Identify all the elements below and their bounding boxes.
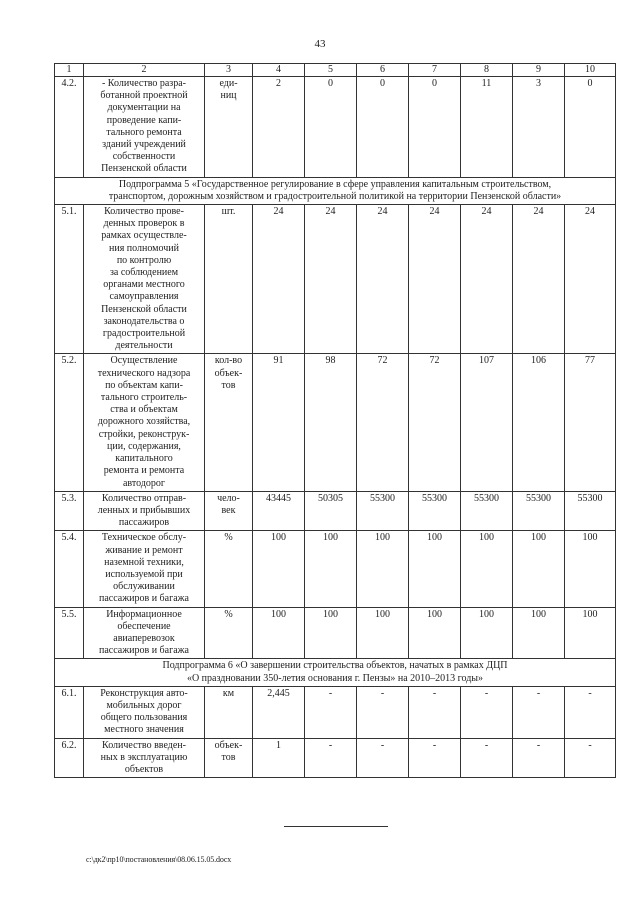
indicator-name <box>84 738 205 778</box>
indicator-name <box>84 531 205 607</box>
indicator-name-line: наземной техники, <box>104 556 184 568</box>
table-row <box>55 354 616 491</box>
section-title-line: Подпрограмма 5 «Государственное регулирование в сфере управления капитальным строительством, <box>118 178 552 190</box>
column-header: 5 <box>305 64 357 77</box>
unit-line: кол-во <box>214 355 243 367</box>
value-cell: 98 <box>305 354 357 491</box>
unit-line: % <box>224 532 233 544</box>
value-cell: 3 <box>513 77 565 178</box>
value-cell: 0 <box>357 77 409 178</box>
indicator-name-line: ства и объектам <box>110 404 178 416</box>
value-cell: 24 <box>565 205 616 354</box>
table-row <box>55 738 616 778</box>
subprogram-6-title <box>55 659 616 686</box>
unit-cell <box>205 531 253 607</box>
value-cell: 24 <box>513 205 565 354</box>
indicator-name-line: используемой при <box>105 568 183 580</box>
file-path: c:\дк2\пр10\постановления\08.06.15.05.docx <box>86 855 232 864</box>
indicator-name-line: собственности <box>112 151 176 163</box>
value-cell: 100 <box>461 607 513 659</box>
row-number: 5.1. <box>55 205 84 354</box>
value-cell: - <box>565 686 616 738</box>
value-cell: 24 <box>409 205 461 354</box>
unit-cell <box>205 686 253 738</box>
table-row <box>55 607 616 659</box>
row-number: 5.4. <box>55 531 84 607</box>
unit-line: век <box>221 504 236 516</box>
value-cell: 0 <box>565 77 616 178</box>
unit-cell <box>205 738 253 778</box>
value-cell: - <box>461 738 513 778</box>
indicator-name-line: технического надзора <box>97 367 191 379</box>
value-cell: 100 <box>357 531 409 607</box>
indicator-name-line: за соблюдением <box>109 267 179 279</box>
value-cell: 72 <box>409 354 461 491</box>
column-header: 2 <box>84 64 205 77</box>
value-cell: 100 <box>565 607 616 659</box>
column-header: 8 <box>461 64 513 77</box>
value-cell: 43445 <box>253 491 305 531</box>
indicator-name-line: ботанной проектной <box>100 90 188 102</box>
indicator-name <box>84 77 205 178</box>
indicator-name-line: по контролю <box>116 254 172 266</box>
column-header: 6 <box>357 64 409 77</box>
unit-cell <box>205 77 253 178</box>
indicator-name-line: документации на <box>107 102 181 114</box>
value-cell: - <box>409 738 461 778</box>
row-number: 5.2. <box>55 354 84 491</box>
column-header: 4 <box>253 64 305 77</box>
value-cell: - <box>357 686 409 738</box>
indicator-name-line: ния полномочий <box>109 242 179 254</box>
indicator-name-line: органами местного <box>103 279 185 291</box>
indicator-name <box>84 491 205 531</box>
value-cell: 55300 <box>565 491 616 531</box>
value-cell: 55300 <box>461 491 513 531</box>
unit-cell <box>205 205 253 354</box>
unit-cell <box>205 354 253 491</box>
unit-line: еди- <box>219 78 238 89</box>
indicator-name-line: Осуществление <box>110 355 178 367</box>
value-cell: 100 <box>357 607 409 659</box>
subprogram-5-title <box>55 177 616 204</box>
indicator-name-line: законодательства о <box>103 315 185 327</box>
indicators-table <box>54 63 616 778</box>
unit-cell <box>205 491 253 531</box>
indicator-name-line: проведение капи- <box>106 114 182 126</box>
value-cell: 100 <box>513 607 565 659</box>
value-cell: 0 <box>305 77 357 178</box>
value-cell: 72 <box>357 354 409 491</box>
indicator-name-line: обслуживании <box>113 581 175 593</box>
unit-line: ниц <box>220 90 237 102</box>
subprogram-6-row <box>55 659 616 686</box>
row-number: 5.5. <box>55 607 84 659</box>
value-cell: 55300 <box>513 491 565 531</box>
value-cell: 107 <box>461 354 513 491</box>
value-cell: 50305 <box>305 491 357 531</box>
subprogram-5-row <box>55 177 616 204</box>
column-header: 7 <box>409 64 461 77</box>
value-cell: 100 <box>253 607 305 659</box>
value-cell: 77 <box>565 354 616 491</box>
value-cell: 100 <box>409 607 461 659</box>
table-row <box>55 686 616 738</box>
section-title-line: «О праздновании 350-летия основания г. Пензы» на 2010–2013 годы» <box>186 672 484 684</box>
indicator-name-line: обеспечение <box>117 620 171 632</box>
value-cell: 1 <box>253 738 305 778</box>
unit-cell <box>205 607 253 659</box>
column-header: 3 <box>205 64 253 77</box>
unit-line: чело- <box>217 492 240 504</box>
indicator-name-line: Количество прове- <box>104 206 184 218</box>
indicator-name-line: градостроительной <box>102 328 186 340</box>
table-row <box>55 491 616 531</box>
indicator-name-line: по объектам капи- <box>105 379 183 391</box>
row-number: 6.2. <box>55 738 84 778</box>
indicator-name-line: автодорог <box>122 477 166 489</box>
indicator-name-line: живание и ремонт <box>105 544 183 556</box>
value-cell: 100 <box>461 531 513 607</box>
unit-line: объек- <box>214 739 243 751</box>
indicator-name-line: - Количество разра- <box>101 78 187 89</box>
value-cell: 106 <box>513 354 565 491</box>
indicator-name <box>84 607 205 659</box>
value-cell: 100 <box>253 531 305 607</box>
value-cell: - <box>305 738 357 778</box>
value-cell: 11 <box>461 77 513 178</box>
unit-line: объек- <box>214 367 243 379</box>
indicator-name-line: ции, содержания, <box>107 440 181 452</box>
column-header: 9 <box>513 64 565 77</box>
value-cell: 24 <box>253 205 305 354</box>
indicator-name-line: стройки, реконструк- <box>98 428 190 440</box>
unit-line: км <box>222 687 235 699</box>
indicator-name-line: объектов <box>124 763 164 775</box>
value-cell: 24 <box>305 205 357 354</box>
value-cell: 100 <box>409 531 461 607</box>
indicator-name-line: ремонта и ремонта <box>103 465 185 477</box>
row-number: 4.2. <box>55 77 84 178</box>
value-cell: 55300 <box>409 491 461 531</box>
value-cell: - <box>409 686 461 738</box>
indicator-name-line: Количество отправ- <box>101 492 187 504</box>
indicator-name-line: мобильных дорог <box>106 699 182 711</box>
value-cell: - <box>461 686 513 738</box>
unit-line: тов <box>221 379 236 391</box>
indicator-name-line: тального строитель- <box>100 392 188 404</box>
indicator-name-line: денных проверок в <box>103 218 185 230</box>
indicator-name-line: ленных и прибывших <box>97 504 191 516</box>
unit-line: шт. <box>221 206 236 218</box>
value-cell: - <box>513 738 565 778</box>
footer-divider <box>284 826 388 827</box>
value-cell: 100 <box>305 607 357 659</box>
section-title-line: Подпрограмма 6 «О завершении строительства объектов, начатых в рамках ДЦП <box>162 660 508 672</box>
value-cell: 24 <box>357 205 409 354</box>
indicator-name-line: деятельности <box>115 340 173 352</box>
indicator-name-line: Пензенской области <box>101 163 187 175</box>
value-cell: 55300 <box>357 491 409 531</box>
indicator-name-line: ных в эксплуатацию <box>100 751 188 763</box>
value-cell: - <box>565 738 616 778</box>
value-cell: - <box>357 738 409 778</box>
indicator-name <box>84 205 205 354</box>
indicator-name-line: зданий учреждений <box>102 139 186 151</box>
indicator-name-line: местного значения <box>104 724 184 736</box>
value-cell: - <box>513 686 565 738</box>
indicator-name-line: капитального <box>115 453 173 465</box>
indicator-name <box>84 354 205 491</box>
value-cell: 100 <box>513 531 565 607</box>
page-number: 43 <box>314 38 326 50</box>
row-number: 5.3. <box>55 491 84 531</box>
table-row <box>55 77 616 178</box>
table-header-row <box>55 64 616 77</box>
indicator-name-line: Информационное <box>106 608 182 620</box>
unit-line: % <box>224 608 233 620</box>
indicator-name-line: Реконструкция авто- <box>100 687 188 699</box>
indicator-name-line: самоуправления <box>109 291 179 303</box>
table-row <box>55 531 616 607</box>
indicator-name-line: рамках осуществле- <box>101 230 187 242</box>
column-header: 1 <box>55 64 84 77</box>
value-cell: - <box>305 686 357 738</box>
value-cell: 2,445 <box>253 686 305 738</box>
row-number: 6.1. <box>55 686 84 738</box>
value-cell: 0 <box>409 77 461 178</box>
indicator-name-line: тального ремонта <box>106 126 182 138</box>
value-cell: 24 <box>461 205 513 354</box>
section-title-line: транспортом, дорожным хозяйством и градостроительной политикой на территории Пензенской области» <box>108 190 562 202</box>
indicator-name-line: Количество введен- <box>102 739 186 751</box>
indicator-name <box>84 686 205 738</box>
column-header: 10 <box>565 64 616 77</box>
indicator-name-line: пассажиров и багажа <box>99 645 189 657</box>
indicator-name-line: Техническое обслу- <box>101 532 187 544</box>
unit-line: тов <box>221 751 236 763</box>
table-row <box>55 205 616 354</box>
value-cell: 91 <box>253 354 305 491</box>
indicator-name-line: авиаперевозок <box>113 632 175 644</box>
indicator-name-line: общего пользования <box>100 712 188 724</box>
indicator-name-line: пассажиров <box>118 517 170 529</box>
value-cell: 100 <box>305 531 357 607</box>
indicator-name-line: Пензенской области <box>101 303 187 315</box>
value-cell: 2 <box>253 77 305 178</box>
indicator-name-line: дорожного хозяйства, <box>97 416 191 428</box>
indicator-name-line: пассажиров и багажа <box>99 593 189 605</box>
value-cell: 100 <box>565 531 616 607</box>
